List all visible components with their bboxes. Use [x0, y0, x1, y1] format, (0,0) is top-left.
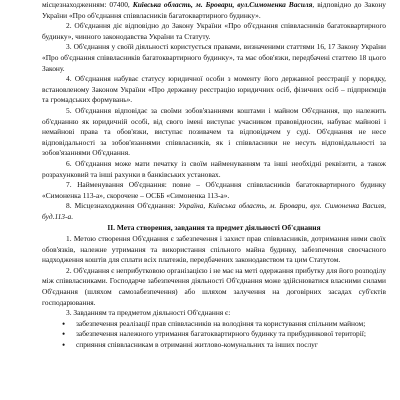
- paragraph-1-continuation: [42, 0, 386, 21]
- section-2-paragraph-3: 3. Завданням та предметом діяльності Об'єднання є:: [66, 308, 231, 318]
- section-2-paragraph-2: 2. Об'єднання є неприбутковою організацією і не має на меті одержання прибутку для його розподілу між співвласниками. Господарче забезпечення діяльності Об'єднання може здійснюватися власними силами Об'єднання (шляхом самозабезпечення) або шляхом залучення на договірних засадах суб'єктів господарювання.: [42, 265, 386, 307]
- paragraph-8-address: Україна, Київська область, м. Бровари, вул. Симоненка Василя, буд.113-а: [42, 201, 386, 221]
- paragraph-2: 2. Об'єднання діє відповідно до Закону України «Про об'єднання співвласників багатоквартирного будинку», чинного законодавства України та Статуту.: [42, 21, 386, 41]
- paragraph-8-text-a: 8. Місцезнаходження Об'єднання:: [66, 201, 179, 211]
- paragraph-6: 6. Об'єднання може мати печатку із своїм найменуванням та інші необхідні реквізити, а також розрахунковий та інші рахунки в банківських установах.: [42, 158, 386, 179]
- paragraph-1-text-c: , відповідно до Закону України «Про об'єднання співвласників багатоквартирного будинку».: [42, 0, 386, 20]
- paragraph-1-address: Київська область, м. Бровари, вул.Симоненка Василя: [132, 0, 313, 9]
- paragraph-5: 5. Об'єднання відповідає за своїми зобов'язаннями коштами і майном Об'єднання, що належить об'єднанню як юридичній особі, від свого імені виступає учасником правовідносин, набуває майнові і немайнові права та обов'язки, виступає позивачем та відповідачем у суді. Об'єднання не несе відповідальності за зобов'язаннями співвласників, як і співвласники не несуть відповідальності за зобов'язаннями Об'єднання.: [42, 105, 386, 158]
- tasks-list: [42, 319, 386, 351]
- paragraph-3: 3. Об'єднання у своїй діяльності користується правами, визначеними статтями 16, 17 Закону України «Про об'єднання співвласників багатоквартирного будинку», та має обов'язки, передбачені статтею 18 цього Закону.: [42, 42, 386, 73]
- paragraph-4: 4. Об'єднання набуває статусу юридичної особи з моменту його державної реєстрації у порядку, встановленому Законом України «Про державну реєстрацію юридичних осіб, фізичних осіб – підприємців та громадських формувань».: [42, 74, 386, 105]
- list-item: • забезпечення належного утримання багатоквартирного будинку та прибудинкової території;: [76, 329, 386, 340]
- paragraph-8: [42, 201, 386, 222]
- section-2-title: II. Мета створення, завдання та предмет діяльності Об'єднання: [107, 223, 321, 233]
- section-2-paragraph-1: 1. Метою створення Об'єднання є забезпечення і захист прав співвласників, дотримання ними своїх обов'язків, належне утримання та використання спільного майна будинку, забезпечення своєчасного надходження коштів для сплати всіх платежів, передбачених законодавством та цим Статутом.: [42, 234, 386, 265]
- paragraph-8-text-c: .: [71, 211, 74, 221]
- paragraph-7: 7. Найменування Об'єднання: повне – Об'єднання співвласників багатоквартирного будинку «Симоненка 113-а», скорочене – ОСББ «Симоненка 113-а».: [42, 180, 386, 200]
- list-item: • сприяння співвласникам в отриманні житлово-комунальних та інших послуг: [76, 340, 386, 351]
- list-item: • забезпечення реалізації прав співвласників на володіння та користування спільним майном;: [76, 319, 386, 330]
- paragraph-1-text-a: місцезнаходженням: 07400,: [42, 0, 133, 9]
